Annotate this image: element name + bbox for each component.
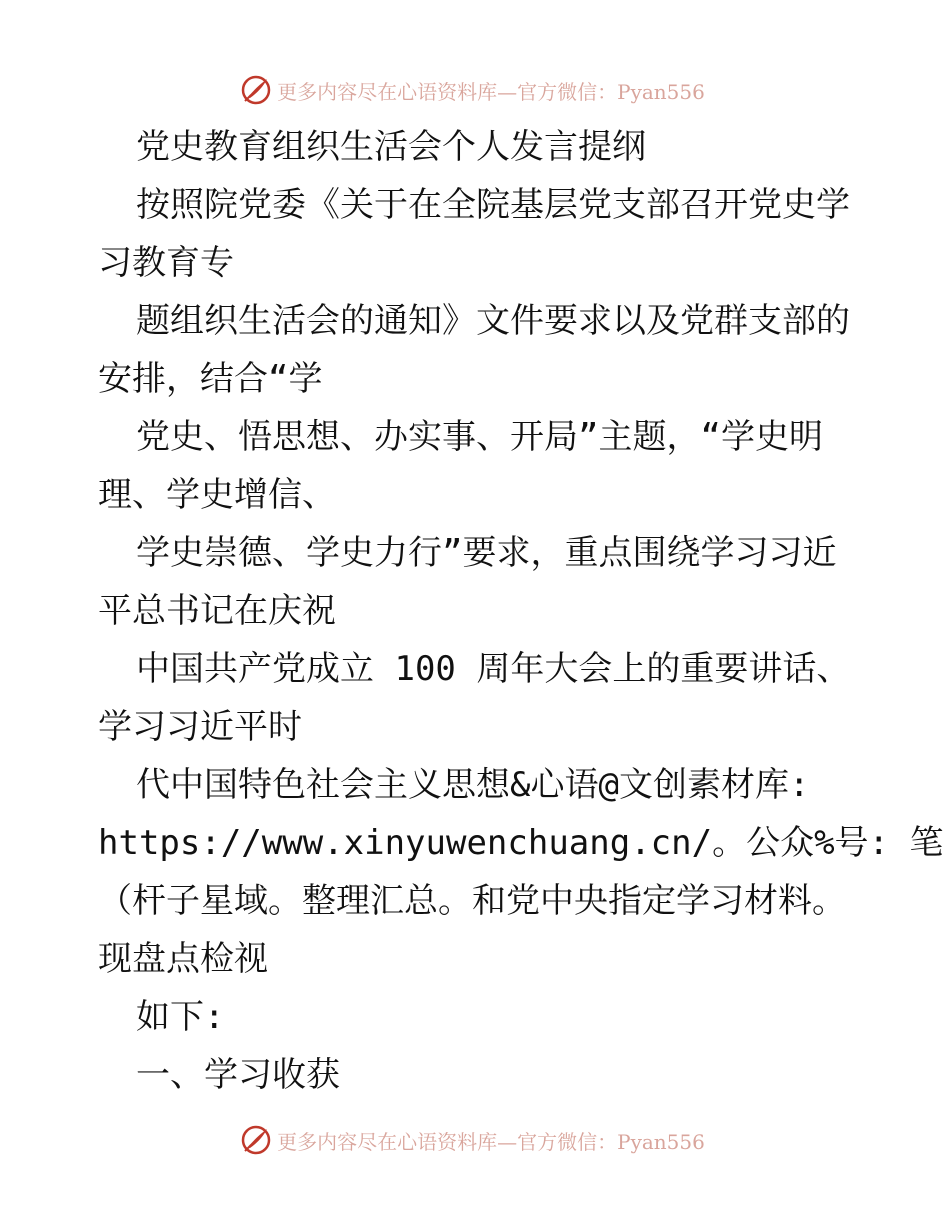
document-line: 题组织生活会的通知》文件要求以及党群支部的 [136, 301, 850, 341]
document-line: 党史教育组织生活会个人发言提纲 [136, 127, 646, 167]
document-body [98, 118, 944, 1104]
watermark-text: 更多内容尽在心语资料库—官方微信：Pyan556 [277, 79, 705, 104]
document-line: 习教育专 [98, 243, 234, 283]
document-line: 一、学习收获 [136, 1055, 340, 1095]
document-line: 如下: [136, 997, 225, 1037]
document-line: 安排，结合“学 [98, 359, 323, 399]
document-line: 理、学史增信、 [98, 475, 336, 515]
quill-logo-icon [239, 1123, 273, 1157]
document-line: https://www.xinyuwenchuang.cn/。公众%号: 笔 [98, 823, 944, 863]
document-line: 现盘点检视 [98, 939, 268, 979]
document-line: （杆子星域。整理汇总。和党中央指定学习材料。 [98, 881, 846, 921]
document-line: 学习习近平时 [98, 707, 302, 747]
document-line: 党史、悟思想、办实事、开局”主题，“学史明 [136, 417, 823, 457]
document-line: 学史崇德、学史力行”要求，重点围绕学习习近 [136, 533, 837, 573]
watermark-footer [0, 1120, 950, 1160]
document-line: 按照院党委《关于在全院基层党支部召开党史学 [136, 185, 850, 225]
watermark-text: 更多内容尽在心语资料库—官方微信：Pyan556 [277, 1129, 705, 1154]
document-line: 代中国特色社会主义思想&心语@文创素材库: [136, 765, 810, 805]
document-line: 中国共产党成立 100 周年大会上的重要讲话、 [136, 649, 851, 689]
watermark-header [0, 70, 950, 110]
quill-logo-icon [239, 73, 273, 107]
document-line: 平总书记在庆祝 [98, 591, 336, 631]
